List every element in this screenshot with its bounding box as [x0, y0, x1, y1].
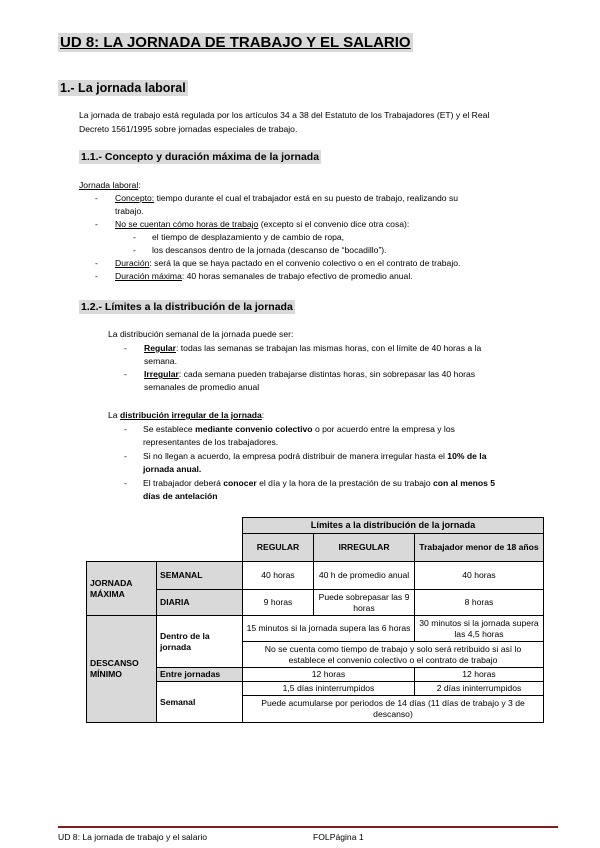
cell-weekly-minor: 40 horas	[415, 562, 544, 590]
row-group-max-hours: JORNADA MÁXIMA	[87, 562, 157, 616]
table-blank-cell	[87, 518, 157, 534]
rule-1-bold: mediante convenio colectivo	[195, 424, 313, 434]
irregular-intro	[108, 408, 264, 422]
duration-label: Duración	[115, 258, 150, 268]
row-header-within-day: Dentro de la jornada	[157, 616, 243, 668]
concept-label: Concepto:	[115, 193, 155, 203]
footer-rule	[58, 826, 558, 828]
list-item	[124, 450, 564, 476]
cell-daily-minor: 8 horas	[415, 590, 544, 616]
duration-text: : será la que se haya pactado en el convenio colectivo o en el contrato de trabajo.	[149, 258, 461, 268]
row-header-daily: DIARIA	[157, 590, 243, 616]
limits-table	[86, 517, 544, 723]
rule-1-post: o por acuerdo entre la empresa y los	[312, 424, 455, 434]
dash-bullet: -	[95, 271, 98, 281]
max-duration-label: Duración máxima	[115, 271, 182, 281]
table-row	[87, 518, 544, 534]
irregular-intro-post: :	[261, 410, 265, 420]
rule-3-mid: el día y la hora de la prestación de su trabajo	[256, 478, 433, 488]
section-1-2-heading: 1.2.- Límites a la distribución de la jornada	[81, 301, 293, 313]
table-caption: Límites a la distribución de la jornada	[243, 518, 544, 534]
list-item	[95, 218, 565, 231]
intro-line-2: Decreto 1561/1995 sobre jornadas especiales de trabajo.	[79, 124, 298, 134]
rule-3-bold-2: con al menos 5	[432, 478, 496, 488]
cell-weekly-rest-adult: 1,5 días ininterrumpidos	[243, 682, 415, 696]
max-duration-text: : 40 horas semanales de trabajo efectivo de promedio anual.	[181, 271, 413, 281]
row-header-weekly-rest: Semanal	[157, 682, 243, 723]
irregular-rules-list	[124, 423, 564, 503]
rule-1-pre: Se establece	[143, 424, 196, 434]
dash-bullet: -	[124, 343, 127, 353]
footer-left-text: UD 8: La jornada de trabajo y el salario	[58, 832, 208, 842]
irregular-text: : cada semana pueden trabajarse distintas horas, sin sobrepasar las 40 horas	[178, 369, 476, 379]
rule-3-line-2: días de antelación	[143, 491, 218, 501]
dash-bullet: -	[124, 478, 127, 488]
sub-list-item	[95, 244, 565, 257]
row-header-weekly: SEMANAL	[157, 562, 243, 590]
rule-2-line-2: jornada anual.	[143, 464, 202, 474]
table-blank-cell	[157, 518, 243, 534]
not-counted-text: (excepto si el convenio dice otra cosa):	[258, 219, 410, 229]
dash-bullet: -	[124, 424, 127, 434]
weekly-intro: La distribución semanal de la jornada puede ser:	[108, 329, 294, 339]
dash-bullet: -	[133, 232, 136, 242]
cell-daily-regular: 9 horas	[243, 590, 314, 616]
rule-3-pre: El trabajador deberá	[143, 478, 224, 488]
sub-list-item	[95, 231, 565, 244]
section-1-heading: 1.- La jornada laboral	[60, 81, 186, 95]
dash-bullet: -	[95, 258, 98, 268]
footer-page-number: FOLPágina 1	[313, 832, 364, 842]
cell-daily-irregular: Puede sobrepasar las 9 horas	[314, 590, 415, 616]
rule-2-bold: 10% de la	[447, 451, 487, 461]
irregular-intro-label: distribución irregular de la jornada	[119, 410, 262, 420]
list-item	[95, 270, 565, 283]
dash-bullet: -	[95, 219, 98, 229]
col-header-irregular: IRREGULAR	[314, 534, 415, 562]
document-title: UD 8: LA JORNADA DE TRABAJO Y EL SALARIO	[60, 34, 411, 51]
list-item	[124, 368, 544, 394]
rule-1-line-2: representantes de los trabajadores.	[143, 437, 279, 447]
col-header-minor: Trabajador menor de 18 años	[415, 534, 544, 562]
regular-label: Regular	[144, 343, 176, 353]
distribution-types-list	[124, 342, 544, 394]
col-header-regular: REGULAR	[243, 534, 314, 562]
dash-bullet: -	[133, 245, 136, 255]
cell-within-adult: 15 minutos si la jornada supera las 6 horas	[243, 616, 415, 642]
cell-weekly-rest-note: Puede acumularse por periodos de 14 días (11 días de trabajo y 3 de descanso)	[243, 696, 544, 723]
table-row	[87, 616, 544, 642]
list-item	[95, 192, 565, 218]
list-item	[124, 423, 564, 449]
table-row	[87, 562, 544, 590]
cell-weekly-regular: 40 horas	[243, 562, 314, 590]
list-item	[124, 477, 564, 503]
sub-item-1: el tiempo de desplazamiento y de cambio de ropa,	[152, 232, 345, 242]
irregular-label: Irregular	[144, 369, 179, 379]
irregular-intro-pre: La	[108, 410, 120, 420]
row-header-between-days: Entre jornadas	[157, 668, 243, 682]
cell-within-minor: 30 minutos si la jornada supera las 4,5 horas	[415, 616, 544, 642]
table-blank-cell	[87, 534, 157, 562]
intro-line-1: La jornada de trabajo está regulada por los artículos 34 a 38 del Estatuto de los Trabajadores (ET) y el Real	[79, 110, 490, 120]
not-counted-label: No se cuentan cómo horas de trabajo	[115, 219, 259, 229]
table-row	[87, 534, 544, 562]
regular-text: : todas las semanas se trabajan las mismas horas, con el límite de 40 horas a la	[176, 343, 482, 353]
list-item	[95, 257, 565, 270]
dash-bullet: -	[124, 451, 127, 461]
concept-list	[95, 192, 565, 283]
section-1-intro	[79, 108, 559, 136]
rule-2-pre: Si no llegan a acuerdo, la empresa podrá distribuir de manera irregular hasta el	[143, 451, 448, 461]
list-item	[124, 342, 544, 368]
dash-bullet: -	[124, 369, 127, 379]
rule-3-bold-1: conocer	[223, 478, 257, 488]
regular-text-2: semana.	[144, 356, 177, 366]
cell-within-note: No se cuenta como tiempo de trabajo y solo será retribuido si así lo establece el convenio colectivo o el contrato de trabajo	[243, 642, 544, 668]
cell-weekly-rest-minor: 2 días ininterrumpidos	[415, 682, 544, 696]
lead-label: Jornada laboral	[79, 180, 139, 190]
lead-paragraph	[79, 178, 141, 192]
table-blank-cell	[157, 534, 243, 562]
concept-text-2: trabajo.	[115, 206, 144, 216]
sub-item-2: los descansos dentro de la jornada (descanso de “bocadillo”).	[152, 245, 387, 255]
cell-between-adult: 12 horas	[243, 668, 415, 682]
cell-between-minor: 12 horas	[415, 668, 544, 682]
row-group-min-rest: DESCANSO MÍNIMO	[87, 616, 157, 723]
cell-weekly-irregular: 40 h de promedio anual	[314, 562, 415, 590]
concept-text: tiempo durante el cual el trabajador está en su puesto de trabajo, realizando su	[154, 193, 459, 203]
dash-bullet: -	[95, 193, 98, 203]
irregular-text-2: semanales de promedio anual	[144, 382, 260, 392]
section-1-1-heading: 1.1.- Concepto y duración máxima de la jornada	[81, 151, 320, 163]
lead-colon: :	[138, 180, 141, 190]
